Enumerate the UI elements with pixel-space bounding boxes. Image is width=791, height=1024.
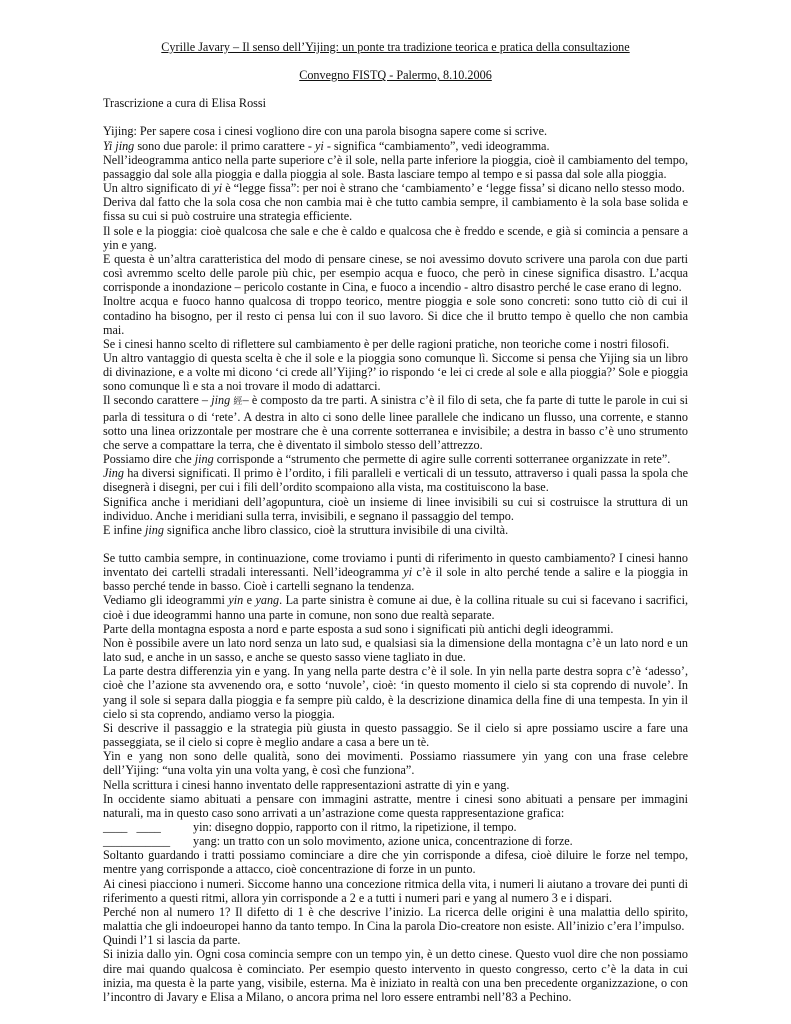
section-yijing — [103, 124, 688, 537]
term-jing: jing — [194, 452, 214, 467]
paragraph: Yijing: Per sapere cosa i cinesi vogliono dire con una parola bisogna sapere come si scrive. — [103, 124, 548, 139]
yin-symbol: ____ ____ — [103, 819, 161, 834]
paragraph: Il secondo carattere – jing 經– è composto da tre parti. A sinistra c’è il filo di seta, che fa parte di tutte le parole in cui si parla di tessitura o di ‘rete’. A destra in alto ci sono delle linee parallele che indicano un flusso, una corrente, e stanno sotto una linea orizzontale per mostrare che è una corrente sotterranea e invisibile; a destra in basso c’è uno strumento che serve a compattare la terra, che è diventato il simbolo stesso dell’attrezzo. — [103, 393, 688, 452]
paragraph: Significa anche i meridiani dell’agopuntura, cioè un insieme di linee invisibili su cui si costruisce la struttura di un individuo. Anche i meridiani sulla terra, invisibili, e segnano il passaggio del tempo. — [103, 494, 688, 523]
yang-symbol-line — [103, 834, 688, 848]
paragraph: Quindi l’1 si lascia da parte. — [103, 933, 241, 948]
transcription-credit: Trascrizione a cura di Elisa Rossi — [103, 96, 267, 111]
paragraph: Inoltre acqua e fuoco hanno qualcosa di troppo teorico, mentre pioggia e sole sono concreti: sono tutto ciò di cui il contadino ha bisogno, per il resto ci pensa lui con il suo lavoro. Si dice che il brutto tempo è quello che non cambia mai. — [103, 294, 688, 337]
paragraph: Vediamo gli ideogrammi yin e yang. La parte sinistra è comune ai due, è la collina rituale su cui si facevano i sacrifici, cioè i due ideogrammi hanno una parte in comune, non sono due realtà separate. — [103, 593, 688, 622]
paragraph: In occidente siamo abituati a pensare con immagini astratte, mentre i cinesi sono abituati a pensare per immagini naturali, ma in questo caso sono arrivati a un’astrazione come questa rappresentazione grafica: — [103, 791, 688, 820]
term-jing: jing — [144, 522, 164, 537]
paragraph: Non è possibile avere un lato nord senza un lato sud, e qualsiasi sia la dimensione della montagna c’è un lato nord e un lato sud, e anche in un sasso, e anche se questo sasso viene tagliato in due. — [103, 635, 688, 665]
term-yang: yang — [255, 593, 280, 608]
conference-line: Convegno FISTQ - Palermo, 8.10.2006 — [299, 68, 492, 83]
paragraph: Jing ha diversi significati. Il primo è l’ordito, i fili paralleli e verticali di un tessuto, attraverso i quali passa la spola che disegnerà i disegni, per cui i fili dell’ordito scompaiono alla vista, ma costituiscono la base. — [103, 466, 688, 495]
section-gap — [103, 537, 688, 551]
yang-symbol: ___________ — [103, 834, 171, 849]
paragraph: Se i cinesi hanno scelto di riflettere sul cambiamento è per delle ragioni pratiche, non teoriche come i nostri filosofi. — [103, 336, 670, 351]
yang-description: yang: un tratto con un solo movimento, azione unica, concentrazione di forze. — [193, 834, 573, 849]
term-yin: yin — [228, 593, 244, 608]
paragraph: Perché non al numero 1? Il difetto di 1 è che descrive l’inizio. La ricerca delle origini è una malattia dello spirito, malattia che gli indoeuropei hanno da tanto tempo. In Cina la parola Dio-creatore non esiste. All’inizio c’era l’impulso. — [103, 904, 688, 934]
paragraph: Se tutto cambia sempre, in continuazione, come troviamo i punti di riferimento in questo cambiamento? I cinesi hanno inventato dei cartelli stradali interessanti. Nell’ideogramma yi c’è il sole in alto perché tende a salire e la pioggia in basso perché tende in basso. Cioè i cartelli segnano la tendenza. — [103, 551, 689, 594]
paragraph: La parte destra differenzia yin e yang. In yang nella parte destra c’è il sole. In yin nella parte destra sopra c’è ‘adesso’, cioè che l’azione sta avvenendo ora, e sotto ‘nuvole’, cioè: ‘in questo momento il cielo si sta coprendo di nuvole’. In yang il sole si separa dalla pioggia e fa sempre più caldo, è la descrizione dinamica della fine di una tempesta. In yin il cielo si sta coprendo, andiamo verso la pioggia. — [103, 664, 688, 721]
term-yi: yi — [314, 138, 324, 153]
term-yi-jing: Yi jing — [103, 138, 135, 153]
paragraph: Ai cinesi piacciono i numeri. Siccome hanno una concezione ritmica della vita, i numeri li aiutano a trovare dei punti di riferimento a questi ritmi, allora yin corrisponde a 2 e a tutti i numeri pari e yang al numero 3 e i dispari. — [103, 876, 688, 905]
term-jing: jing — [211, 393, 231, 408]
paragraph: Deriva dal fatto che la sola cosa che non cambia mai è che tutto cambia sempre, il cambiamento è la sola base solida e fissa su cui si può costruire una strategia efficiente. — [103, 195, 688, 224]
term-jing: Jing — [103, 466, 124, 481]
document-title: Cyrille Javary – Il senso dell’Yijing: un ponte tra tradizione teorica e pratica della consultazione — [161, 40, 630, 54]
paragraph: Yi jing sono due parole: il primo carattere - yi - significa “cambiamento”, vedi ideogramma. — [103, 138, 550, 153]
paragraph: Si inizia dallo yin. Ogni cosa comincia sempre con un tempo yin, è un detto cinese. Questo vuol dire che non possiamo dire mai quando qualcosa è cominciato. Per esempio questo intervento in questo congresso, certo c’è la data in cui inizia, ma questa è la parte yang, visibile, esterna. Ma è iniziato in realtà con una ben precedente organizzazione, o con l’incontro di Javary e Elisa a Milano, o ancora prima nel loro essere entrambi nell’83 a Pechino. — [103, 947, 688, 1004]
paragraph: Nell’ideogramma antico nella parte superiore c’è il sole, nella parte inferiore la pioggia, cioè il cambiamento del tempo, passaggio dal sole alla pioggia e dalla pioggia al sole. Basta lasciare tempo al tempo e si passa dal sole alla pioggia. — [103, 152, 688, 181]
paragraph: Si descrive il passaggio e la strategia più giusta in questo passaggio. Se il cielo si apre possiamo uscire a fare una passeggiata, se il cielo si copre è meglio andare a casa a bere un tè. — [103, 720, 688, 750]
paragraph: Un altro vantaggio di questa scelta è che il sole e la pioggia sono comunque lì. Siccome si pensa che Yijing sia un libro di divinazione, e a volte mi dicono ‘ci crede all’Yijing?’ io rispondo ‘e lei ci crede al sole e alla pioggia?’ Sole e pioggia sono comunque lì e sta a noi trovare il modo di adattarci. — [103, 350, 688, 394]
term-yi: yi — [213, 181, 223, 196]
paragraph: Il sole e la pioggia: cioè qualcosa che sale e che è caldo e qualcosa che è freddo e scende, e già si comincia a pensare a yin e yang. — [103, 223, 688, 252]
paragraph: Parte della montagna esposta a nord e parte esposta a sud sono i significati più antichi degli ideogrammi. — [103, 621, 614, 636]
paragraph: Yin e yang non sono delle qualità, sono dei movimenti. Possiamo riassumere yin yang con una frase celebre dell’Yijing: “una volta yin una volta yang, è così che funziona”. — [103, 749, 688, 778]
paragraph: Nella scrittura i cinesi hanno inventato delle rappresentazioni astratte di yin e yang. — [103, 777, 510, 792]
paragraph: Possiamo dire che jing corrisponde a “strumento che permette di agire sulle correnti sotterranee organizzate in rete”. — [103, 452, 671, 467]
yin-symbol-line — [103, 820, 688, 834]
paragraph: Un altro significato di yi è “legge fissa”: per noi è strano che ‘cambiamento’ e ‘legge fissa’ si dicano nello stesso modo. — [103, 181, 685, 196]
jing-character-glyph: 經 — [233, 397, 243, 408]
paragraph: E questa è un’altra caratteristica del modo di pensare cinese, se noi avessimo dovuto scrivere una parola con due parti così avremmo scelto delle parole più chic, per esempio acqua e fuoco, che però in cinese significa disastro. L’acqua corrisponde a inondazione – pericolo costante in Cina, e fuoco a incendio - altro disastro perché le case erano di legno. — [103, 251, 688, 295]
term-yi: yi — [403, 565, 413, 580]
paragraph: E infine jing significa anche libro classico, cioè la struttura invisibile di una civiltà. — [103, 522, 509, 537]
section-yin-yang — [103, 551, 688, 1004]
paragraph: Soltanto guardando i tratti possiamo cominciare a dire che yin corrisponde a difesa, cioè diluire le forze nel tempo, mentre yang corrisponde a attacco, cioè concentrazione di forze in un punto. — [103, 848, 688, 877]
yin-description: yin: disegno doppio, rapporto con il ritmo, la ripetizione, il tempo. — [193, 819, 517, 834]
